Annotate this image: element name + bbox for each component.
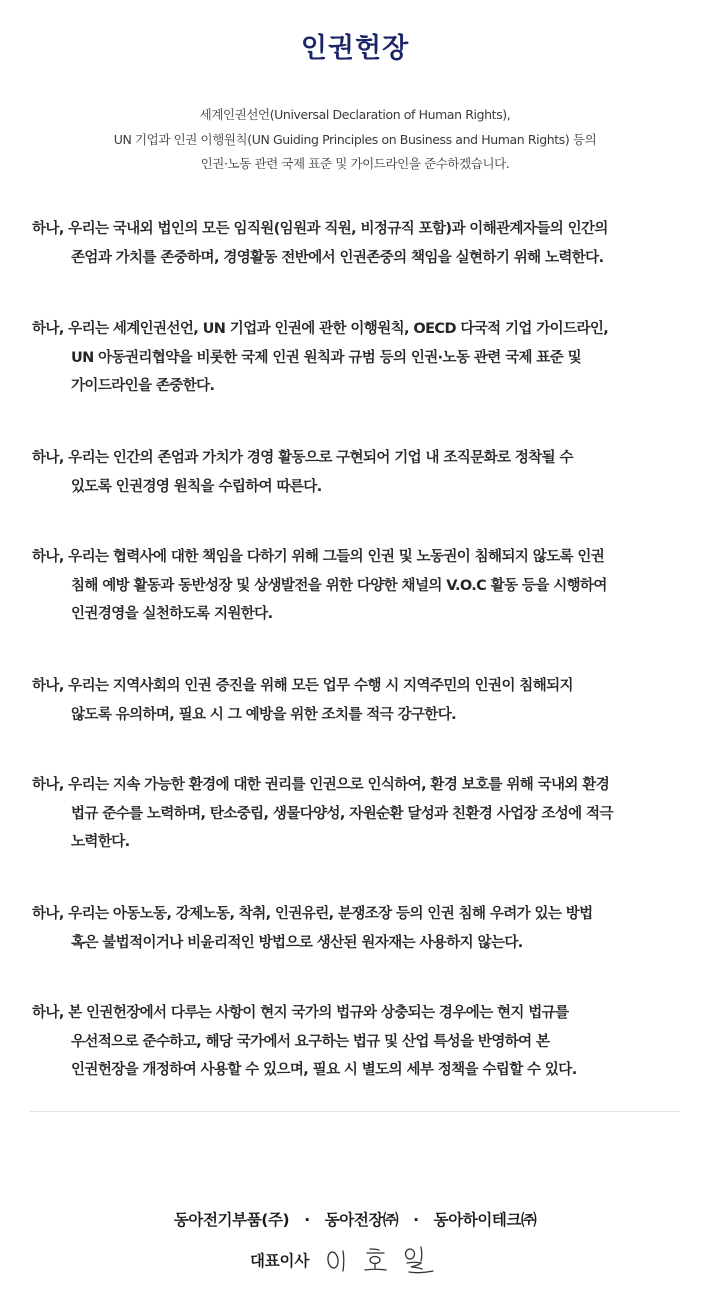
ceo-label: 대표이사 bbox=[250, 1252, 310, 1270]
separator-dot: · bbox=[413, 1211, 419, 1229]
article-line: 하나, 우리는 인간의 존엄과 가치가 경영 활동으로 구현되어 기업 내 조직문화로 정착될 수 bbox=[32, 450, 573, 466]
intro-paragraph bbox=[0, 103, 710, 177]
intro-line: 인권·노동 관련 국제 표준 및 가이드라인을 준수하겠습니다. bbox=[200, 156, 510, 171]
article-line: 노력한다. bbox=[71, 834, 130, 850]
article-line: 있도록 인권경영 원칙을 수립하여 따른다. bbox=[71, 478, 322, 495]
article-line: 존엄과 가치를 존중하며, 경영활동 전반에서 인권존중의 책임을 실현하기 위해 노력한다. bbox=[71, 249, 604, 266]
article-line: 우선적으로 준수하고, 해당 국가에서 요구하는 법규 및 산업 특성을 반영하여 본 bbox=[71, 1033, 550, 1050]
article-line: 하나, 우리는 협력사에 대한 책임을 다하기 위해 그들의 인권 및 노동권이 침해되지 않도록 인권 bbox=[32, 549, 605, 565]
charter-article-7 bbox=[32, 900, 692, 957]
article-line: 하나, 우리는 지역사회의 인권 증진을 위해 모든 업무 수행 시 지역주민의 인권이 침해되지 bbox=[32, 678, 573, 694]
charter-article-4 bbox=[32, 543, 692, 629]
article-line: 않도록 유의하며, 필요 시 그 예방을 위한 조치를 적극 강구한다. bbox=[71, 706, 457, 723]
article-line: 하나, 우리는 세계인권선언, UN 기업과 인권에 관한 이행원칙, OECD 다국적 기업 가이드라인, bbox=[32, 321, 609, 337]
article-line: UN 아동권리협약을 비롯한 국제 인권 원칙과 규범 등의 인권·노동 관련 국제 표준 및 bbox=[71, 349, 582, 366]
charter-article-8 bbox=[32, 999, 692, 1085]
article-line: 법규 준수를 노력하며, 탄소중립, 생물다양성, 자원순환 달성과 친환경 사업장 조성에 적극 bbox=[71, 805, 613, 822]
charter-article-3 bbox=[32, 444, 692, 501]
ceo-signature-block bbox=[250, 1243, 443, 1277]
article-line: 인권경영을 실천하도록 지원한다. bbox=[71, 606, 273, 622]
article-line: 혹은 불법적이거나 비윤리적인 방법으로 생산된 원자재는 사용하지 않는다. bbox=[71, 934, 523, 951]
charter-article-5 bbox=[32, 672, 692, 729]
charter-article-6 bbox=[32, 771, 692, 857]
article-line: 하나, 우리는 국내외 법인의 모든 임직원(임원과 직원, 비정규직 포함)과 이해관계자들의 인간의 bbox=[32, 221, 608, 237]
company-names bbox=[0, 1208, 710, 1230]
company-name: 동아전기부품(주) bbox=[173, 1211, 290, 1229]
article-line: 침해 예방 활동과 동반성장 및 상생발전을 위한 다양한 채널의 V.O.C 활동 등을 시행하여 bbox=[71, 577, 607, 594]
page-title: 인권헌장 bbox=[300, 33, 410, 64]
intro-line: UN 기업과 인권 이행원칙(UN Guiding Principles on Business and Human Rights) 등의 bbox=[113, 131, 597, 147]
article-line: 인권헌장을 개정하여 사용할 수 있으며, 필요 시 별도의 세부 정책을 수립할 수 있다. bbox=[71, 1062, 577, 1078]
article-line: 하나, 우리는 아동노동, 강제노동, 착취, 인권유린, 분쟁조장 등의 인권 침해 우려가 있는 방법 bbox=[32, 906, 593, 922]
handwritten-signature bbox=[323, 1243, 443, 1277]
company-name: 동아전장㈜ bbox=[324, 1211, 399, 1229]
section-divider bbox=[30, 1111, 680, 1112]
charter-article-1 bbox=[32, 215, 692, 272]
charter-article-2 bbox=[32, 315, 692, 401]
company-name: 동아하이테크㈜ bbox=[433, 1211, 537, 1229]
article-line: 하나, 본 인권헌장에서 다루는 사항이 현지 국가의 법규와 상충되는 경우에는 현지 법규를 bbox=[32, 1005, 569, 1021]
article-line: 하나, 우리는 지속 가능한 환경에 대한 권리를 인권으로 인식하여, 환경 보호를 위해 국내외 환경 bbox=[32, 777, 610, 793]
intro-line: 세계인권선언(Universal Declaration of Human Rights), bbox=[199, 107, 511, 122]
separator-dot: · bbox=[304, 1211, 310, 1229]
article-line: 가이드라인을 존중한다. bbox=[71, 378, 215, 394]
